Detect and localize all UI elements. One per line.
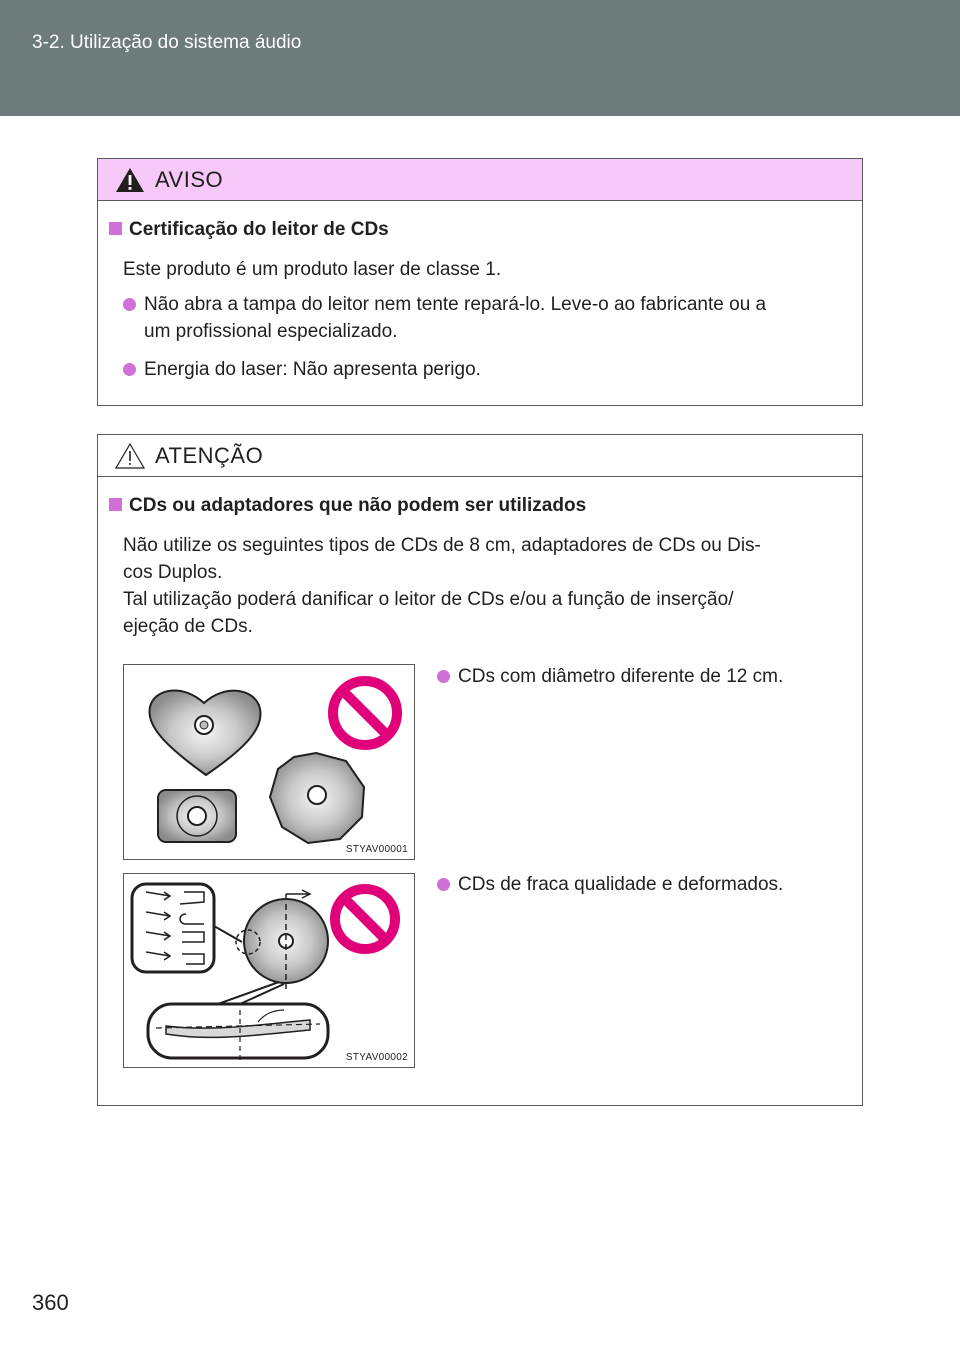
caption-text: CDs com diâmetro diferente de 12 cm. <box>458 666 784 687</box>
caution-header <box>98 435 862 477</box>
para-line: Tal utilização poderá danificar o leitor de CDs e/ou a função de inserção/ <box>123 589 734 610</box>
figure-code: STYAV00001 <box>345 844 408 855</box>
bullet-text: Energia do laser: Não apresenta perigo. <box>144 359 481 380</box>
square-bullet-icon <box>109 498 122 511</box>
round-bullet-icon <box>437 670 450 683</box>
page-header <box>0 0 960 116</box>
caution-section-heading <box>109 495 586 517</box>
warning-bullet-1 <box>123 291 858 351</box>
figure-1-caption <box>437 663 857 693</box>
warped-cd-illustration <box>124 874 414 1067</box>
caution-section-title: CDs ou adaptadores que não podem ser utilizados <box>129 495 587 516</box>
warning-header <box>98 159 862 201</box>
figure-code: STYAV00002 <box>345 1052 408 1063</box>
warning-section-title: Certificação do leitor de CDs <box>129 219 389 240</box>
round-bullet-icon <box>123 298 136 311</box>
edge-detail-callout <box>132 884 214 972</box>
round-bullet-icon <box>437 878 450 891</box>
warning-section-heading <box>109 219 389 241</box>
warning-intro: Este produto é um produto laser de classe 1. <box>123 259 502 280</box>
square-bullet-icon <box>109 222 122 235</box>
figure-warped-cds <box>123 873 415 1068</box>
caption-text: CDs de fraca qualidade e deformados. <box>458 874 784 895</box>
caution-label: ATENÇÃO <box>155 443 264 468</box>
figure-2-caption <box>437 871 857 901</box>
warning-triangle-icon <box>115 166 145 194</box>
caution-box <box>97 434 863 1106</box>
bullet-text: um profissional especializado. <box>144 321 398 342</box>
round-bullet-icon <box>123 363 136 376</box>
warning-box <box>97 158 863 406</box>
prohibition-icon <box>335 889 395 949</box>
prohibition-icon <box>333 681 397 745</box>
caution-paragraph <box>123 532 855 640</box>
bullet-text: Não abra a tampa do leitor nem tente repará-lo. Leve-o ao fabricante ou a <box>144 294 767 315</box>
section-title: 3-2. Utilização do sistema áudio <box>32 32 302 53</box>
warning-label: AVISO <box>155 167 224 192</box>
warning-bullet-2 <box>123 356 858 386</box>
caution-triangle-icon <box>115 442 145 470</box>
para-line: Não utilize os seguintes tipos de CDs de 8 cm, adaptadores de CDs ou Dis- <box>123 535 761 556</box>
page-number: 360 <box>32 1290 69 1315</box>
odd-shaped-cds-illustration <box>124 665 414 859</box>
para-line: cos Duplos. <box>123 562 223 583</box>
figure-odd-shaped-cds <box>123 664 415 860</box>
para-line: ejeção de CDs. <box>123 616 253 637</box>
